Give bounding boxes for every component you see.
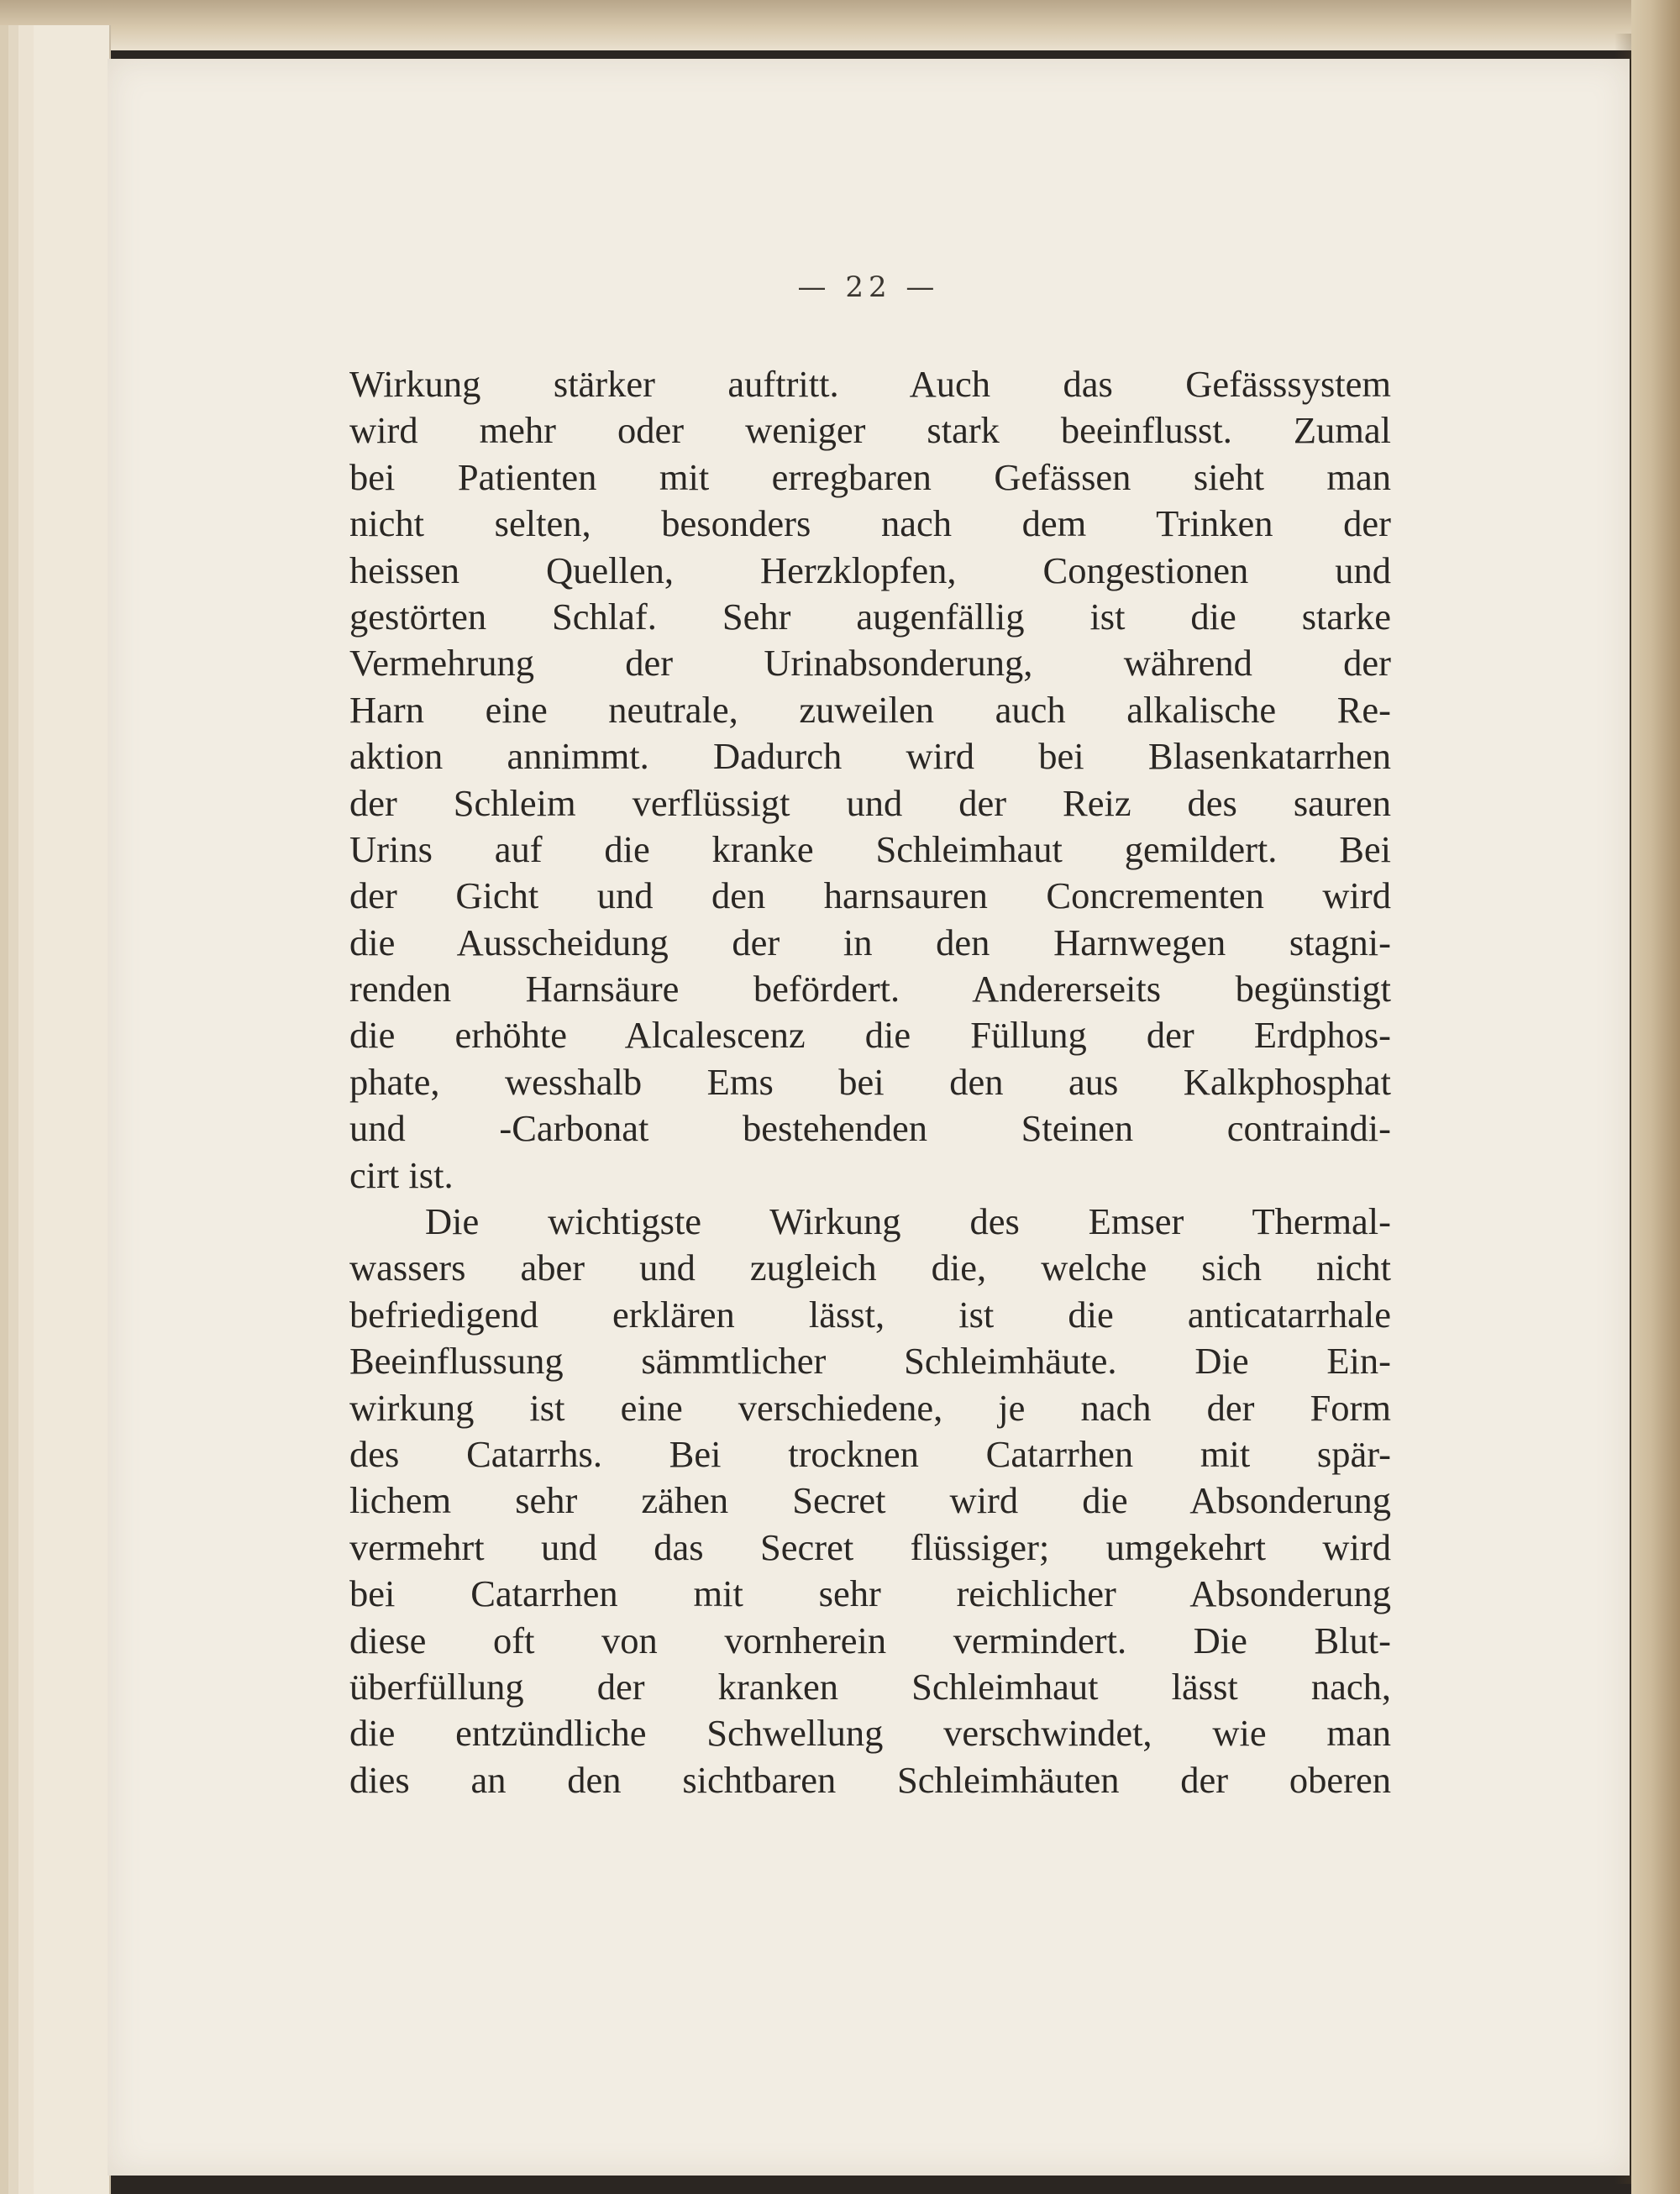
next-page-top-edge bbox=[0, 0, 1680, 50]
text-line: renden Harnsäure befördert. Andererseits begünstigt bbox=[349, 968, 1391, 1010]
text-line: wassers aber und zugleich die, welche sich nicht bbox=[349, 1247, 1391, 1289]
text-line: bei Patienten mit erregbaren Gefässen sieht man bbox=[349, 455, 1391, 498]
text-line: phate, wesshalb Ems bei den aus Kalkphosphat bbox=[349, 1060, 1391, 1103]
text-line: des Catarrhs. Bei trocknen Catarrhen mit spär- bbox=[349, 1432, 1391, 1475]
text-line: die entzündliche Schwellung verschwindet, wie man bbox=[349, 1712, 1391, 1755]
text-line: überfüllung der kranken Schleimhaut lässt nach, bbox=[349, 1665, 1391, 1708]
text-line: Harn eine neutrale, zuweilen auch alkalische Re- bbox=[349, 688, 1391, 731]
text-line: die Ausscheidung der in den Harnwegen stagni- bbox=[349, 921, 1391, 963]
text-line: Vermehrung der Urinabsonderung, während der bbox=[349, 642, 1391, 685]
text-line: der Schleim verflüssigt und der Reiz des sauren bbox=[349, 781, 1391, 824]
text-line: aktion annimmt. Dadurch wird bei Blasenkatarrhen bbox=[349, 735, 1391, 778]
text-line: dies an den sichtbaren Schleimhäuten der oberen bbox=[349, 1758, 1391, 1801]
text-line: bei Catarrhen mit sehr reichlicher Absonderung bbox=[349, 1572, 1391, 1615]
text-line: die erhöhte Alcalescenz die Füllung der Erdphos- bbox=[349, 1014, 1391, 1057]
page-number: — 22 — bbox=[797, 270, 940, 304]
text-line: nicht selten, besonders nach dem Trinken der bbox=[349, 502, 1391, 545]
text-line: diese oft von vornherein vermindert. Die Blut- bbox=[349, 1619, 1391, 1661]
text-line: gestörten Schlaf. Sehr augenfällig ist die starke bbox=[349, 595, 1391, 638]
text-line: heissen Quellen, Herzklopfen, Congestionen und bbox=[349, 548, 1391, 591]
text-line: wirkung ist eine verschiedene, je nach der Form bbox=[349, 1386, 1391, 1429]
text-line: der Gicht und den harnsauren Concrementen wird bbox=[349, 874, 1391, 917]
text-line: Wirkung stärker auftritt. Auch das Gefässsystem bbox=[349, 363, 1391, 405]
page-edge bbox=[34, 25, 111, 2194]
text-line: lichem sehr zähen Secret wird die Absonderung bbox=[349, 1479, 1391, 1522]
text-line: vermehrt und das Secret flüssiger; umgekehrt wird bbox=[349, 1525, 1391, 1568]
text-line: wird mehr oder weniger stark beeinflusst. Zumal bbox=[349, 409, 1391, 452]
text-line: Urins auf die kranke Schleimhaut gemildert. Bei bbox=[349, 827, 1391, 870]
paragraph-end-line: cirt ist. bbox=[349, 1153, 454, 1196]
book-binding bbox=[1631, 0, 1680, 2194]
text-line: und -Carbonat bestehenden Steinen contraindi- bbox=[349, 1107, 1391, 1150]
text-line: befriedigend erklären lässt, ist die anticatarrhale bbox=[349, 1293, 1391, 1336]
body-text bbox=[349, 361, 1391, 1803]
paragraph-start-line: Die wichtigste Wirkung des Emser Thermal- bbox=[425, 1200, 1391, 1243]
text-line: Beeinflussung sämmtlicher Schleimhäute. Die Ein- bbox=[349, 1340, 1391, 1383]
